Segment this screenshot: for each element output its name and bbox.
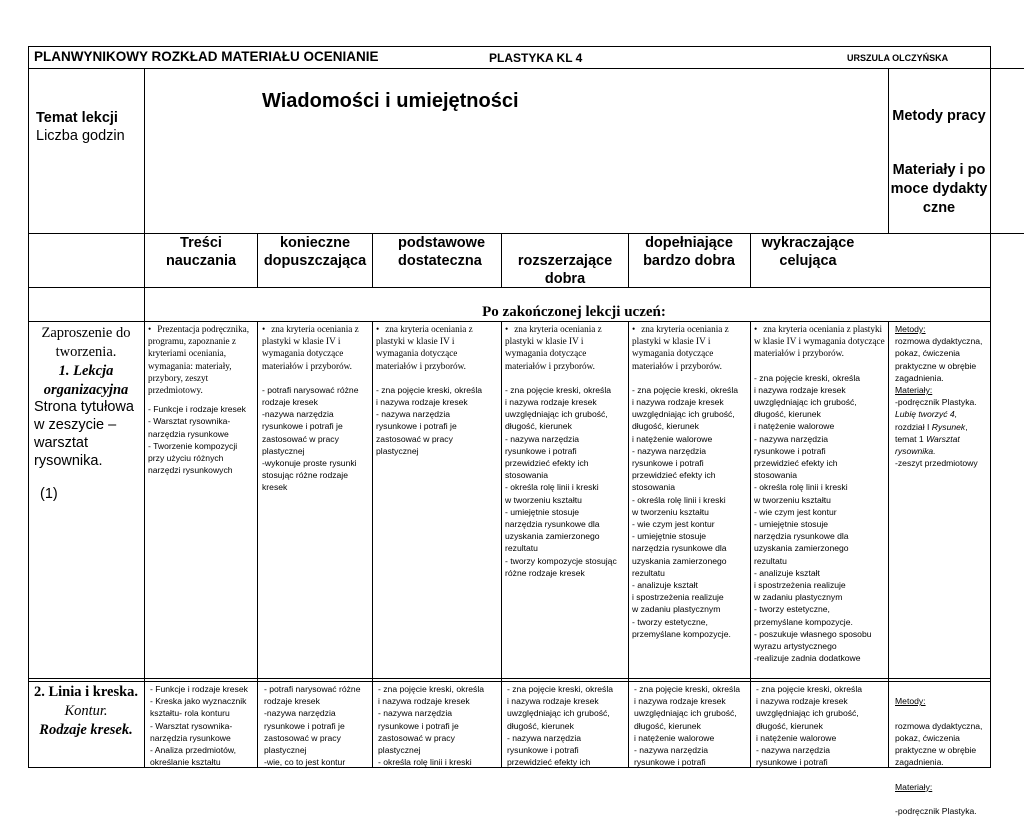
document-title: PLANWYNIKOWY ROZKŁAD MATERIAŁU OCENIANIE (34, 49, 379, 64)
lesson1-content (148, 323, 256, 476)
lesson1-supplementary-bullet: zna kryteria oceniania z plastyki w klasie IV i wymagania dotyczące materiałów i przyborów. (632, 324, 729, 371)
lesson1-required-items: - potrafi narysować różne rodzaje kresek -nazywa narzędzia rysunkowe i potrafi je zastosować w pracy plastycznej -wykonuje proste rysunki stosując różne rodzaje kresek (262, 384, 359, 493)
col-extended-header: rozszerzające dobra (517, 253, 613, 287)
lesson1-required-bullet: zna kryteria oceniania z plastyki w klasie IV i wymagania dotyczące materiałów i przyborów. (262, 324, 359, 371)
lesson2-extended-items: - zna pojęcie kreski, określa i nazywa rodzaje kresek uwzględniając ich grubość, długość, kierunek - nazywa narzędzia rysunkowe i potrafi przewidzieć efekty ich (507, 684, 614, 768)
bullet-icon: • (376, 324, 380, 334)
hours-label: Liczba godzin (36, 128, 125, 144)
lesson1-materials-label: Materiały: (895, 385, 933, 396)
lesson2-required-items: - potrafi narysować różne rodzaje kresek -nazywa narzędzia rysunkowe i potrafi je zastosować w pracy plastycznej -wie, co to jest kontur (264, 684, 361, 768)
lesson2-supplementary-items: - zna pojęcie kreski, określa i nazywa rodzaje kresek uwzględniając ich grubość, długość, kierunek i natężenie walorowe - nazywa narzędzia rysunkowe i potrafi (634, 684, 741, 768)
subject-label: PLASTYKA KL 4 (489, 51, 583, 65)
lesson2-topic: Rodzaje kresek. (39, 722, 133, 738)
lesson2-title (30, 683, 142, 740)
lesson1-methods (895, 323, 989, 469)
methods-header: Metody pracy (892, 108, 986, 124)
bullet-icon: • (148, 324, 152, 334)
lesson2-basic-items: - zna pojęcie kreski, określa i nazywa rodzaje kresek - nazywa narzędzia rysunkowe i potrafi je zastosować w pracy plastycznej - określa rolę linii i kreski (378, 684, 485, 768)
lesson1-beyond-bullet: zna kryteria oceniania z plastyki w klasie IV i wymagania dotyczące materiałów i przyborów. (754, 324, 885, 359)
lesson1-hours: (1) (40, 486, 58, 502)
lesson1-supplementary (632, 323, 748, 640)
lesson1-content-items: - Funkcje i rodzaje kresek - Warsztat rysownika- narzędzia rysunkowe - Tworzenie kompozycji przy użyciu różnych narzędzi rysunkowych (148, 404, 246, 476)
col-required-header: konieczne dopuszczająca (263, 235, 367, 269)
lesson1-chapter: rozdział I Rysunek, (895, 421, 968, 432)
col-basic-header: podstawowe dostateczna (398, 235, 486, 269)
lesson1-notebook: -zeszyt przedmiotowy (895, 458, 978, 469)
bullet-icon: • (505, 324, 509, 334)
lesson2-methods (895, 683, 989, 829)
lesson2-beyond-items: - zna pojęcie kreski, określa i nazywa rodzaje kresek uwzględniając ich grubość, długość, kierunek i natężenie walorowe - nazywa narzędzia rysunkowe i potrafi (756, 684, 863, 768)
lesson1-beyond (754, 323, 886, 664)
lesson2-subtitle: Kontur. (64, 703, 108, 719)
lesson2-methods-text: rozmowa dydaktyczna, pokaz, ćwiczenia praktyczne w obrębie zagadnienia. (895, 720, 983, 768)
lesson1-topic: Strona tytułowa w zeszycie – warsztat rysownika. (34, 399, 134, 469)
materials-header: Materiały i pomoce dydaktyczne (890, 162, 988, 216)
col-content-header: Treści nauczania (165, 235, 237, 269)
lesson1-extended (505, 323, 627, 579)
topic-label: Temat lekcji (36, 110, 118, 126)
topic-header (36, 109, 125, 145)
lesson1-book-title: Lubię tworzyć 4, (895, 409, 958, 420)
lesson1-topic-ref: temat 1 Warsztat rysownika. (895, 433, 960, 457)
lesson2-number: 2. Linia i kreska. (33, 684, 139, 700)
lesson1-intro: Zaproszenie do tworzenia. (41, 325, 131, 360)
lesson1-required (262, 323, 370, 494)
lesson2-content-items: - Funkcje i rodzaje kresek - Kreska jako wyznacznik kształtu- rola konturu - Warsztat rysownika- narzędzia rysunkowe - Analiza przedmiotów, określanie kształtu (150, 684, 248, 768)
lesson1-basic-items: - zna pojęcie kreski, określa i nazywa rodzaje kresek - nazywa narzędzia rysunkowe i potrafi je zastosować w pracy plastycznej (376, 384, 483, 456)
bullet-icon: • (632, 324, 636, 334)
lesson1-basic-bullet: zna kryteria oceniania z plastyki w klasie IV i wymagania dotyczące materiałów i przyborów. (376, 324, 473, 371)
lesson1-supplementary-items: - zna pojęcie kreski, określa i nazywa rodzaje kresek uwzględniając ich grubość, długość, kierunek i natężenie walorowe - nazywa narzędzia rysunkowe i potrafi przewidzieć efekty ich stosowania - określa rolę linii i kreski w tworzeniu kształtu - wie czym jest kontur - umiejętnie stosuje narzędzia rysunkowe dla uzyskania zamierzonego rezultatu - analizuje kształt i spostrzeżenia realizuje w zadaniu plastycznym - tworzy estetyczne, przemyślane kompozycje. (632, 384, 739, 639)
bullet-icon: • (754, 324, 758, 334)
col-supplementary-header: dopełniające bardzo dobra (643, 235, 735, 269)
lesson1-materials-text: -podręcznik Plastyka. (895, 397, 977, 408)
lesson1-number: 1. Lekcja organizacyjna (43, 363, 129, 398)
lesson1-basic (376, 323, 499, 457)
lesson2-methods-label: Metody: (895, 696, 926, 707)
lesson2-materials-text: -podręcznik Plastyka. (895, 806, 977, 817)
lesson1-methods-text: rozmowa dydaktyczna, pokaz, ćwiczenia praktyczne w obrębie zagadnienia. (895, 336, 983, 383)
knowledge-header: Wiadomości i umiejętności (262, 90, 519, 112)
bullet-icon: • (262, 324, 266, 334)
lesson1-extended-items: - zna pojęcie kreski, określa i nazywa rodzaje kresek uwzględniając ich grubość, długość, kierunek - nazywa narzędzia rysunkowe i potrafi przewidzieć efekty ich stosowania - określa rolę linii i kreski w tworzeniu kształtu - umiejętnie stosuje narzędzia rysunkowe dla uzyskania zamierzonego rezultatu - tworzy kompozycje stosując różne rodzaje kresek (505, 384, 617, 578)
lesson2-materials-label: Materiały: (895, 781, 933, 792)
lesson1-content-bullet: Prezentacja podręcznika, programu, zapoznanie z kryteriami oceniania, wymagania: materiały, przybory, zeszyt przedmiotowy. (148, 324, 250, 396)
lesson1-beyond-items: - zna pojęcie kreski, określa i nazywa rodzaje kresek uwzględniając ich grubość, długość, kierunek i natężenie walorowe - nazywa narzędzia rysunkowe i potrafi przewidzieć efekty ich stosowania - określa rolę linii i kreski w tworzeniu kształtu - wie czym jest kontur - umiejętnie stosuje narzędzia rysunkowe dla uzyskania zamierzonego rezultatu - analizuje kształt i spostrzeżenia realizuje w zadaniu plastycznym - tworzy estetyczne, przemyślane kompozycje. - poszukuje własnego sposobu wyrazu artystycznego -realizuje zadnia dodatkowe (754, 372, 872, 664)
lesson1-methods-label: Metody: (895, 324, 926, 334)
lesson1-extended-bullet: zna kryteria oceniania z plastyki w klasie IV i wymagania dotyczące materiałów i przyborów. (505, 324, 602, 371)
after-lesson-label: Po zakończonej lekcji uczeń: (482, 304, 666, 320)
col-beyond-header: wykraczające celująca (761, 235, 855, 269)
author-name: URSZULA OLCZYŃSKA (847, 53, 949, 63)
lesson1-title (30, 324, 142, 400)
